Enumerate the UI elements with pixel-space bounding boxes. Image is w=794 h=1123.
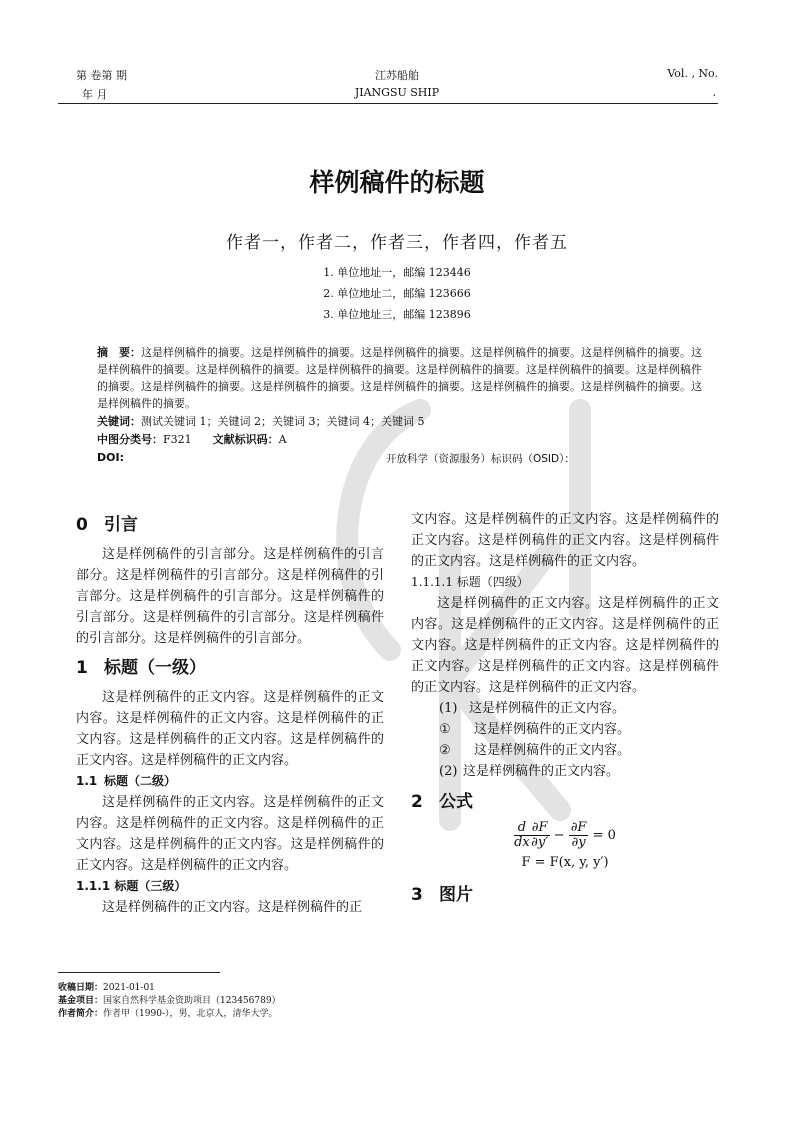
heading-section-1-1-1-1: 1.1.1.1 标题（四级） xyxy=(411,575,529,589)
heading-section-1-1-1: 1.1.1 标题（三级） xyxy=(76,879,187,893)
doi-label: DOI: xyxy=(97,451,124,464)
doc-code-label: 文献标识码： xyxy=(212,433,279,446)
classification xyxy=(97,431,287,447)
list-item: (1) 这是样例稿件的正文内容。 xyxy=(439,701,626,716)
list-item: ① 这是样例稿件的正文内容。 xyxy=(439,722,631,737)
author-list: 作者一，作者二，作者三，作者四，作者五 xyxy=(226,233,568,253)
affiliation-1: 1. 单位地址一，邮编 123446 xyxy=(323,266,471,279)
heading-section-1: 1 标题（一级） xyxy=(76,658,206,678)
keywords-label: 关键词： xyxy=(97,415,141,428)
equation-euler-lagrange: $\frac{d}{dx}$ $\frac{\partial F}{\partial y'}$ − $\frac{\partial F}{\partial y}$ = 0 xyxy=(514,820,616,850)
equation-function: F = F(x, y, y′) xyxy=(521,855,609,870)
keywords-text: 测试关键词 1；关键词 2；关键词 3；关键词 4；关键词 5 xyxy=(141,415,425,428)
left-column xyxy=(76,515,384,918)
right-column xyxy=(411,509,719,906)
osid-label: 开放科学（资源服务）标识码（OSID）： xyxy=(386,453,575,465)
header-journal-name: 江苏船舶 xyxy=(375,69,419,82)
footnote-rule xyxy=(58,972,220,973)
clc-value: F321 xyxy=(163,433,192,446)
section-1-1-1-paragraph: 这是样例稿件的正文内容。这是样例稿件的正 xyxy=(102,900,363,915)
heading-section-2: 2 公式 xyxy=(411,792,473,812)
abstract xyxy=(97,344,703,412)
header-volume-issue: 第 卷第 期 xyxy=(76,69,127,82)
list-item: (2) 这是样例稿件的正文内容。 xyxy=(439,764,620,779)
footnote-fund: 基金项目：国家自然科学基金资助项目（123456789） xyxy=(58,996,281,1006)
keywords xyxy=(97,413,424,429)
header-dot: . xyxy=(712,86,716,99)
header-rule xyxy=(58,103,718,104)
abstract-label: 摘 要： xyxy=(97,346,141,359)
continued-paragraph: 文内容。这是样例稿件的正文内容。这是样例稿件的正文内容。这是样例稿件的正文内容。这是样例稿件的正文内容。这是样例稿件的正文内容。 xyxy=(411,512,719,569)
footnote-received: 收稿日期：2021-01-01 xyxy=(58,983,155,993)
heading-intro: 0 引言 xyxy=(76,515,138,535)
affiliation-3: 3. 单位地址三，邮编 123896 xyxy=(323,308,471,321)
doc-code-value: A xyxy=(278,433,287,446)
section-1-1-paragraph: 这是样例稿件的正文内容。这是样例稿件的正文内容。这是样例稿件的正文内容。这是样例稿件的正文内容。这是样例稿件的正文内容。这是样例稿件的正文内容。这是样例稿件的正文内容。 xyxy=(76,795,384,873)
paper-title: 样例稿件的标题 xyxy=(309,168,485,197)
intro-paragraph: 这是样例稿件的引言部分。这是样例稿件的引言部分。这是样例稿件的引言部分。这是样例稿件的引言部分。这是样例稿件的引言部分。这是样例稿件的引言部分。这是样例稿件的引言部分。这是样例稿件的引言部分。这是样例稿件的引言部分。 xyxy=(76,547,384,646)
affiliation-2: 2. 单位地址二，邮编 123666 xyxy=(323,287,471,300)
heading-section-3: 3 图片 xyxy=(411,885,473,905)
section-1-paragraph: 这是样例稿件的正文内容。这是样例稿件的正文内容。这是样例稿件的正文内容。这是样例稿件的正文内容。这是样例稿件的正文内容。这是样例稿件的正文内容。这是样例稿件的正文内容。 xyxy=(76,690,384,768)
footnote-author: 作者简介：作者甲（1990-），男，北京人，清华大学。 xyxy=(58,1009,278,1019)
header-journal-english: JIANGSU SHIP xyxy=(354,86,440,99)
abstract-text: 这是样例稿件的摘要。这是样例稿件的摘要。这是样例稿件的摘要。这是样例稿件的摘要。这是样例稿件的摘要。这是样例稿件的摘要。这是样例稿件的摘要。这是样例稿件的摘要。这是样例稿件的摘要。这是样例稿件的摘要。这是样例稿件的摘要。这是样例稿件的摘要。这是样例稿件的摘要。这是样例稿件的摘要。这是样例稿件的摘要。这是样例稿件的摘要。这是样例稿件的摘要。 xyxy=(97,346,702,410)
list-item: ② 这是样例稿件的正文内容。 xyxy=(439,743,631,758)
heading-section-1-1: 1.1 标题（二级） xyxy=(76,774,177,788)
header-year-month: 年 月 xyxy=(82,88,108,101)
header-vol-no: Vol. , No. xyxy=(667,67,718,80)
section-1-1-1-1-paragraph: 这是样例稿件的正文内容。这是样例稿件的正文内容。这是样例稿件的正文内容。这是样例稿件的正文内容。这是样例稿件的正文内容。这是样例稿件的正文内容。这是样例稿件的正文内容。这是样例稿件的正文内容。这是样例稿件的正文内容。 xyxy=(411,596,719,695)
clc-label: 中图分类号： xyxy=(97,433,163,446)
